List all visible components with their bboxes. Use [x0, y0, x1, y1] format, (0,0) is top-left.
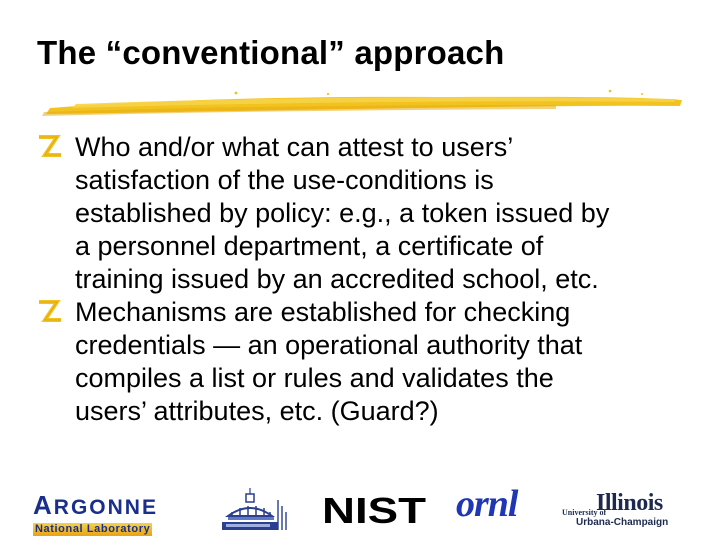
illinois-campus: Urbana-Champaign [576, 517, 669, 528]
bullet-line: training issued by an accredited school, etc. [75, 264, 599, 294]
bullet-line: users’ attributes, etc. (Guard?) [75, 396, 439, 426]
bullet-line: a personnel department, a certificate of [75, 231, 544, 261]
illinois-university-of: University of [562, 508, 607, 517]
bullet-line: credentials — an operational authority that [75, 330, 583, 360]
title-underline-brush-stroke [36, 86, 684, 120]
bullet-item [36, 131, 696, 296]
z-bullet-icon [36, 297, 72, 327]
bullet-line: compiles a list or rules and validates the [75, 363, 554, 393]
laboratory-building-logo [220, 486, 290, 532]
ornl-logo: ornl [456, 483, 518, 525]
argonne-logo [33, 490, 198, 535]
argonne-name-rest: RGONNE [53, 496, 158, 519]
argonne-name-initial: A [33, 490, 54, 520]
illinois-name: Illinois [596, 490, 663, 516]
bullet-line: Mechanisms are established for checking [75, 297, 571, 327]
z-bullet-icon [36, 132, 72, 162]
nist-logo-text: NIST [322, 492, 426, 528]
bullet-list [36, 131, 696, 428]
bullet-line: Who and/or what can attest to users’ [75, 132, 514, 162]
bullet-line: satisfaction of the use-conditions is [75, 165, 494, 195]
argonne-subtitle: National Laboratory [35, 523, 151, 535]
nist-logo [322, 492, 428, 528]
illinois-logo [562, 492, 692, 532]
slide-title: The “conventional” approach [37, 34, 505, 71]
footer-logos [0, 478, 720, 540]
bullet-line: established by policy: e.g., a token issued by [75, 198, 610, 228]
bullet-item [36, 296, 696, 428]
